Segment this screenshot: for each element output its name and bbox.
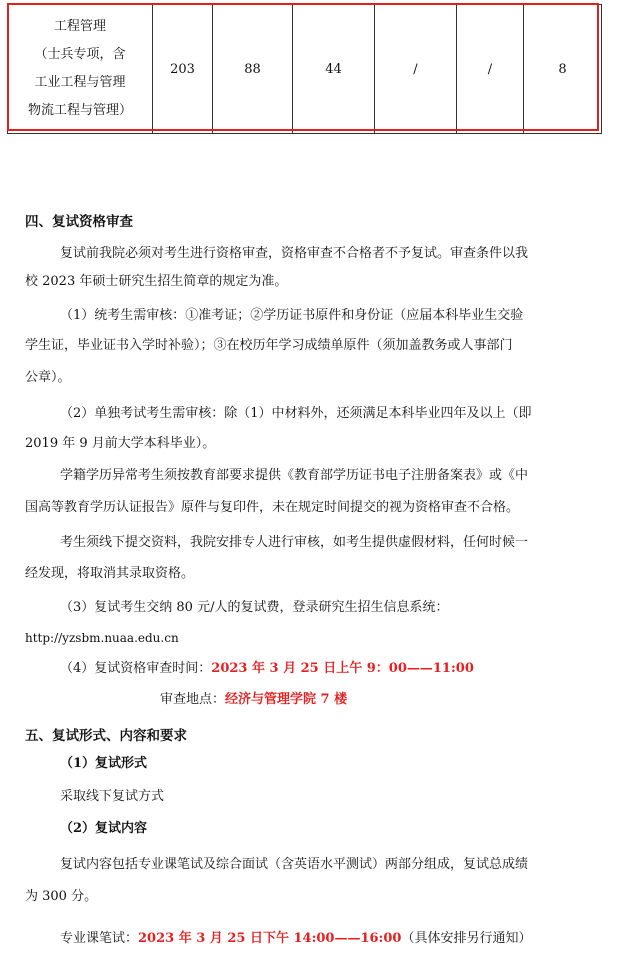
paragraph-line: 复试内容包括专业课笔试及综合面试（含英语水平测试）两部分组成，复试总成绩 xyxy=(60,857,529,872)
review-location xyxy=(160,686,347,714)
paragraph-line: （3）复试考生交纳 80 元/人的复试费，登录研究生招生信息系统： xyxy=(60,600,449,615)
highlight-box xyxy=(7,3,599,131)
paragraph-line: 学生证，毕业证书入学时补验）；③在校历年学习成绩单原件（须加盖教务或人事部门 xyxy=(25,338,513,353)
paragraph-line: 2019 年 9 月前大学本科毕业）。 xyxy=(25,436,216,451)
major-line: 工业工程与管理 xyxy=(34,75,126,90)
paragraph-line: 学籍学历异常考生须按教育部要求提供《教育部学历证书电子注册备案表》或《中 xyxy=(60,468,529,483)
review-time-value: 2023 年 3 月 25 日上午 9：00——11:00 xyxy=(211,661,474,676)
review-time-label: （4）复试资格审查时间： xyxy=(60,661,212,676)
paragraph-line: 国高等教育学历认证报告》原件与复印件，未在规定时间提交的视为资格审查不合格。 xyxy=(25,500,520,515)
major-line: 工程管理 xyxy=(53,19,106,34)
written-exam-label: 专业课笔试： xyxy=(60,931,139,946)
review-location-label: 审查地点： xyxy=(160,692,226,707)
subsection-title: （1）复试形式 xyxy=(60,756,148,771)
review-location-value: 经济与管理学院 7 楼 xyxy=(225,692,348,707)
written-exam-tail: （具体安排另行通知） xyxy=(401,931,532,946)
table-cell: 203 xyxy=(153,5,213,134)
paragraph-line: 校 2023 年硕士研究生招生简章的规定为准。 xyxy=(25,274,288,289)
paragraph-line: 复试前我院必须对考生进行资格审查，资格审查不合格者不予复试。审查条件以我 xyxy=(60,246,529,261)
table-cell: / xyxy=(457,5,524,134)
section-title: 四、复试资格审查 xyxy=(25,214,133,230)
table-cell: / xyxy=(375,5,457,134)
written-exam-value: 2023 年 3 月 25 日下午 14:00——16:00 xyxy=(138,931,402,946)
written-exam-time xyxy=(60,925,531,953)
review-time xyxy=(60,655,474,683)
major-line: （士兵专项，含 xyxy=(34,47,126,62)
paragraph-line: 采取线下复试方式 xyxy=(60,789,165,804)
paragraph-line: （2）单独考试考生需审核：除（1）中材料外，还须满足本科毕业四年及以上（即 xyxy=(60,406,532,421)
paragraph-line: 公章）。 xyxy=(25,370,71,385)
paragraph-line: 经发现，将取消其录取资格。 xyxy=(25,566,195,581)
table-cell: 44 xyxy=(293,5,375,134)
table-cell: 88 xyxy=(213,5,293,134)
section-title: 五、复试形式、内容和要求 xyxy=(25,728,187,744)
paragraph-line: （1）统考生需审核：①准考证；②学历证书原件和身份证（应届本科毕业生交验 xyxy=(60,308,524,323)
table-cell: 8 xyxy=(524,5,602,134)
paragraph-line: 为 300 分。 xyxy=(25,889,98,904)
paragraph-line: 考生须线下提交资料，我院安排专人进行审核，如考生提供虚假材料，任何时候一 xyxy=(60,535,529,550)
url-text: http://yzsbm.nuaa.edu.cn xyxy=(25,631,179,645)
major-line: 物流工程与管理） xyxy=(27,103,132,118)
subsection-title: （2）复试内容 xyxy=(60,821,148,836)
